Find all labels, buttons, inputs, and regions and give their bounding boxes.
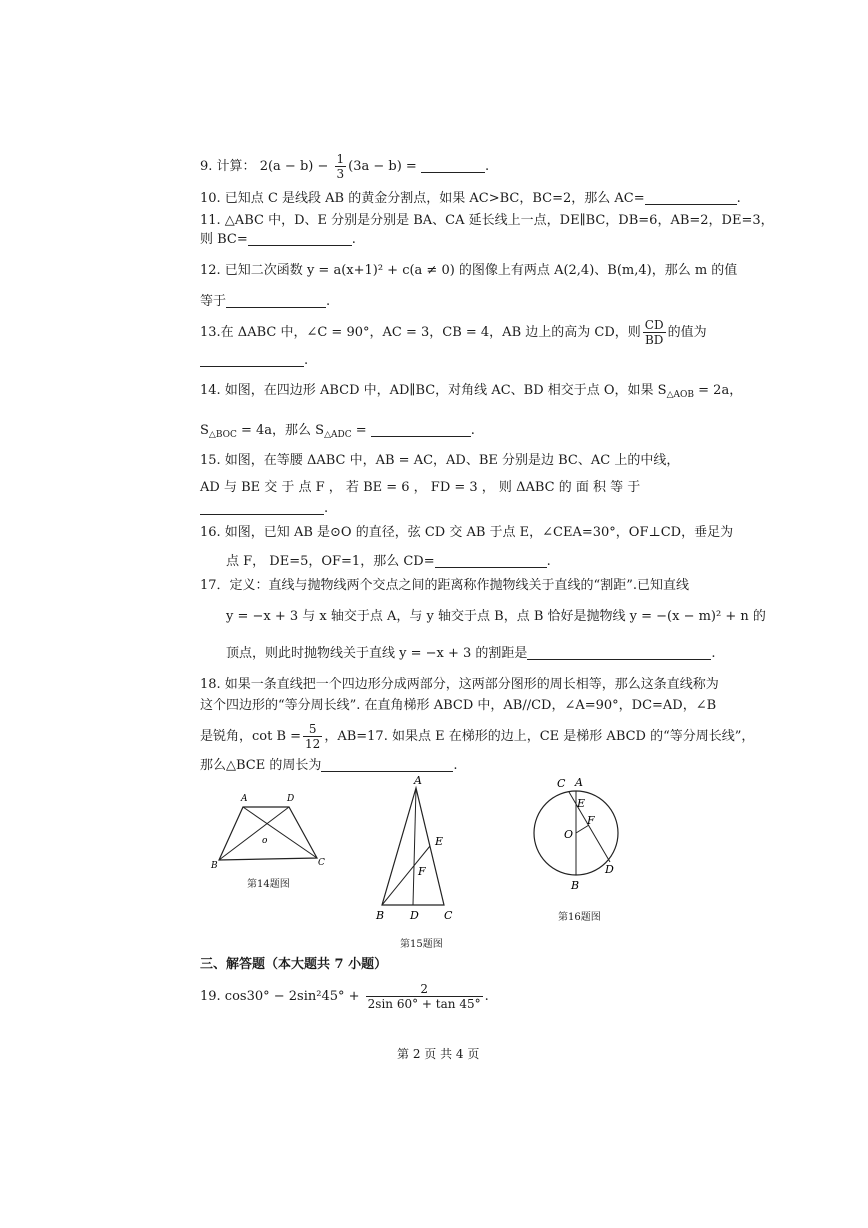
- question-14-line2: [200, 422, 475, 444]
- q13-answer-blank[interactable]: [200, 352, 304, 367]
- q17-line3-text: 顶点，则此时抛物线关于直线 y = −x + 3 的割距是: [226, 646, 528, 661]
- figure-15-triangle: [372, 775, 462, 925]
- question-12-line1: [200, 262, 737, 280]
- q17-line1-text: 17．定义：直线与抛物线两个交点之间的距离称作抛物线关于直线的“割距”.已知直线: [200, 578, 689, 593]
- fig16-label-o: O: [564, 828, 574, 841]
- q11-answer-blank[interactable]: [248, 231, 352, 246]
- q9-expression-b: (3a − b) =: [348, 159, 421, 174]
- question-13-line1: [200, 318, 707, 347]
- fig15-label-a: A: [414, 775, 422, 787]
- question-15-line3: .: [200, 500, 328, 518]
- q14-s2: S: [200, 423, 209, 438]
- question-15-line1: [200, 452, 679, 470]
- q9-end: .: [484, 159, 490, 174]
- figure-14-trapezoid: [205, 790, 335, 870]
- q16-end: .: [546, 554, 551, 569]
- question-18-line1: [200, 676, 719, 694]
- fig16-label-f: F: [587, 814, 595, 827]
- q13-fraction: $\frac{CD}{BD}$: [644, 318, 664, 347]
- fig16-label-a: A: [575, 776, 583, 789]
- question-12-line2: [200, 293, 330, 311]
- q17-line2-text: y = −x + 3 与 x 轴交于点 A，与 y 轴交于点 B，点 B 恰好是抛物线 y = −(x − m)² + n 的: [226, 609, 766, 624]
- q9-expression-a: 2(a − b) −: [259, 159, 333, 174]
- diagonal-ac: [243, 807, 317, 858]
- question-14-line1: [200, 382, 742, 404]
- chord-cd: [569, 792, 610, 862]
- q17-end: .: [711, 646, 716, 661]
- fig14-label-d: D: [287, 794, 295, 804]
- q15-line2-text: AD 与 BE 交 于 点 F ， 若 BE = 6 ， FD = 3 ， 则 ΔABC 的 面 积 等 于: [200, 480, 641, 495]
- q14-line1-text: 14. 如图，在四边形 ABCD 中，AD∥BC，对角线 AC、BD 相交于点 O，如果 S: [200, 383, 667, 398]
- question-18-line3: [200, 722, 754, 751]
- question-9: [200, 152, 489, 181]
- q14-line2b-text: =: [351, 423, 371, 438]
- trapezoid-outline: [219, 807, 317, 860]
- q10-text: 10. 已知点 C 是线段 AB 的黄金分割点，如果 AC>BC，BC=2，那么 AC=: [200, 191, 645, 206]
- q12-end: .: [326, 294, 331, 309]
- q11-line1-text: 11. △ABC 中，D、E 分别是分别是 BA、CA 延长线上一点，DE∥BC，DB=6，AB=2，DE=3，: [200, 213, 774, 228]
- fig15-label-f: F: [418, 865, 426, 878]
- q13-tail: 的值为: [667, 325, 707, 340]
- fig14-label-b: B: [211, 861, 218, 870]
- question-17-line3: [226, 645, 716, 663]
- q19-fraction: $\frac{2}{2\sin 60^\circ + \tan 45^\circ}$: [367, 982, 481, 1011]
- figure-15-caption: 第15题图: [400, 939, 443, 950]
- q13-end: .: [304, 353, 309, 368]
- q14-answer-blank[interactable]: [371, 422, 471, 437]
- fig14-label-o: o: [262, 836, 268, 846]
- figure-14-caption: 第14题图: [247, 879, 290, 890]
- fig15-label-c: C: [444, 909, 453, 922]
- question-17-line1: [200, 577, 689, 595]
- figure-16-circle: [528, 775, 628, 895]
- question-13-line2: [200, 352, 308, 370]
- q9-number: 9.: [200, 159, 213, 174]
- q17-answer-blank[interactable]: [527, 645, 711, 660]
- q15-answer-blank[interactable]: [200, 500, 324, 515]
- q18-line3b-text: ，AB=17. 如果点 E 在梯形的边上，CE 是梯形 ABCD 的“等分周长线”，: [324, 729, 755, 744]
- fig14-label-c: C: [318, 858, 325, 868]
- q19-lead: 19. cos30° − 2sin²45° +: [200, 989, 364, 1004]
- question-18-line2: [200, 697, 716, 715]
- fig15-label-d: D: [410, 909, 419, 922]
- question-17-line2: [226, 608, 766, 626]
- page-footer: 第 2 页 共 4 页: [397, 1047, 480, 1061]
- q14-line1b-text: = 2a，: [694, 383, 743, 398]
- q14-sub2: △BOC: [208, 430, 237, 440]
- section-3-heading: 三、解答题（本大题共 7 小题）: [200, 957, 388, 972]
- q11-end: .: [351, 232, 356, 247]
- q14-sub1: △AOB: [666, 390, 695, 400]
- q12-line2-text: 等于: [200, 294, 227, 309]
- q14-end: .: [470, 423, 475, 438]
- fig16-label-b: B: [571, 879, 580, 892]
- q16-line1-text: 16. 如图，已知 AB 是⊙O 的直径，弦 CD 交 AB 于点 E，∠CEA=30°，OF⊥CD，垂足为: [200, 525, 734, 540]
- q18-line1-text: 18. 如果一条直线把一个四边形分成两部分，这两部分图形的周长相等，那么这条直线称为: [200, 677, 719, 692]
- q14-sub3: △ADC: [324, 430, 352, 440]
- q16-line2-text: 点 F， DE=5，OF=1，那么 CD=: [226, 554, 435, 569]
- q11-line2-text: 则 BC=: [200, 232, 248, 247]
- q12-line1-text: 12. 已知二次函数 y = a(x+1)² + c(a ≠ 0) 的图像上有两点 A(2,4)、B(m,4)，那么 m 的值: [200, 263, 738, 278]
- question-11-line1: [200, 212, 774, 230]
- fig14-label-a: A: [241, 794, 248, 804]
- q18-fraction: $\frac{5}{12}$: [305, 722, 321, 751]
- q16-answer-blank[interactable]: [435, 553, 547, 568]
- q9-lead: 计算：: [216, 159, 256, 174]
- fig16-label-c: C: [557, 777, 566, 790]
- q9-fraction: $\frac{1}{3}$: [336, 152, 345, 181]
- q18-answer-blank[interactable]: [321, 757, 453, 772]
- q19-end: .: [484, 989, 489, 1004]
- q18-line3a-text: 是锐角，cot B =: [200, 729, 302, 744]
- q9-answer-blank[interactable]: [421, 158, 485, 173]
- median-ad: [413, 788, 416, 905]
- q14-line2a-text: = 4a，那么 S: [236, 423, 325, 438]
- q12-answer-blank[interactable]: [226, 293, 326, 308]
- q13-lead: 13.在 ΔABC 中，∠C = 90°，AC = 3，CB = 4，AB 边上的高为 CD，则: [200, 325, 641, 340]
- q10-end: .: [736, 191, 741, 206]
- question-19: [200, 982, 489, 1011]
- question-15-line2: [200, 479, 640, 497]
- question-18-line4: [200, 757, 458, 775]
- q18-line4-text: 那么△BCE 的周长为: [200, 758, 322, 773]
- q10-answer-blank[interactable]: [645, 190, 737, 205]
- fig16-label-e: E: [577, 797, 586, 810]
- fig16-label-d: D: [605, 863, 614, 876]
- figure-16-caption: 第16题图: [558, 912, 601, 923]
- q18-line2-text: 这个四边形的“等分周长线”. 在直角梯形 ABCD 中，AB//CD，∠A=90°，DC=AD，∠B: [200, 698, 717, 713]
- question-11-line2: [200, 231, 356, 249]
- fig15-label-b: B: [376, 909, 385, 922]
- question-16-line2: [226, 553, 551, 571]
- fig15-label-e: E: [435, 835, 444, 848]
- q18-end: .: [453, 758, 458, 773]
- question-10: [200, 190, 741, 208]
- question-16-line1: [200, 524, 733, 542]
- q15-line1-text: 15. 如图，在等腰 ΔABC 中，AB = AC，AD、BE 分别是边 BC、AC 上的中线，: [200, 453, 680, 468]
